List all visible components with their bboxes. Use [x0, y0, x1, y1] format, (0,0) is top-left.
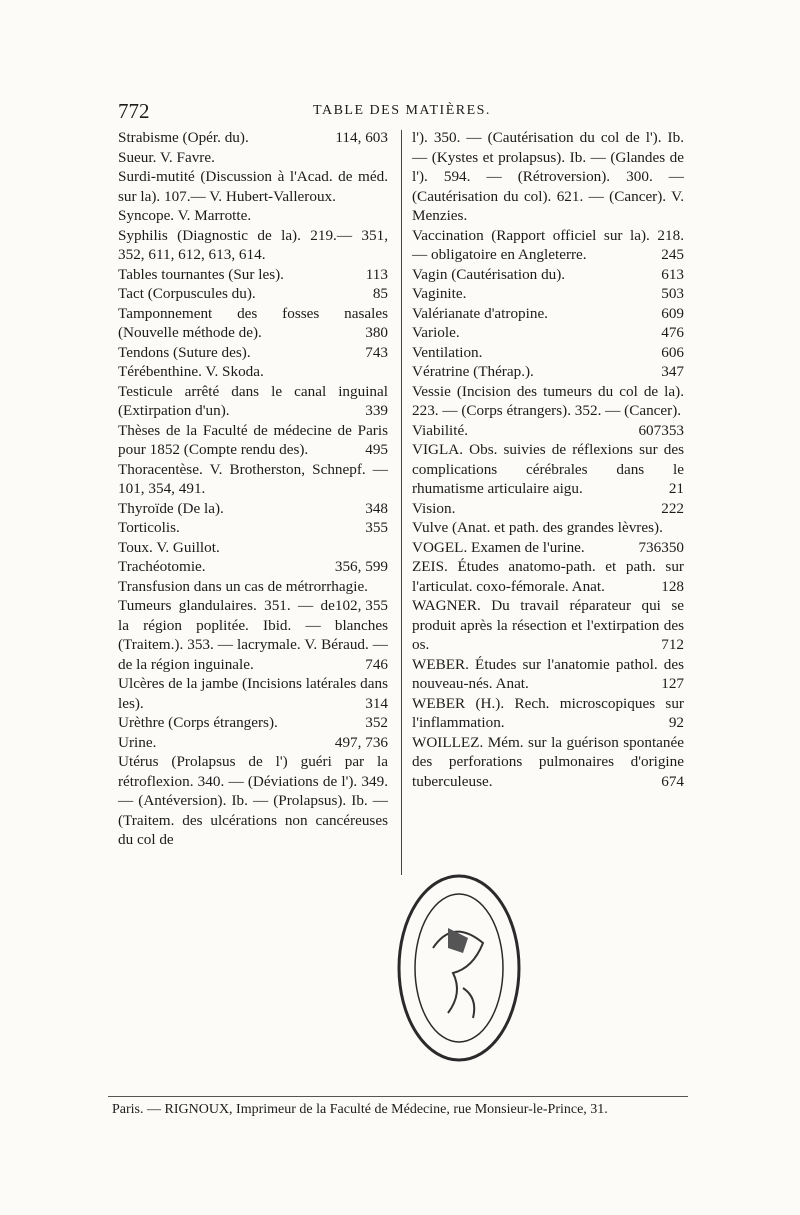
entry-page-ref: 350	[661, 538, 684, 556]
index-entry	[412, 655, 684, 694]
index-entry	[412, 694, 684, 733]
entry-page-ref: 380	[365, 324, 388, 341]
entry-page-ref: 355	[365, 519, 388, 536]
entry-page-ref: 746	[365, 655, 388, 673]
footer-rule	[108, 1096, 688, 1097]
index-entry	[118, 284, 388, 304]
entry-text: Tumeurs glandulaires. 351. — de la région poplitée. Ibid. — blanches (Traitem.). 353. — lacrymale. V. Béraud. — de la région inguinale.	[118, 597, 388, 673]
index-entry	[412, 284, 684, 304]
index-entry	[118, 421, 388, 460]
entry-text: Vulve (Anat. et path. des grandes lèvres).	[412, 519, 663, 536]
index-entry	[118, 382, 388, 421]
entry-text: Vaginite.	[412, 285, 467, 302]
entry-text: Surdi-mutité (Discussion à l'Acad. de méd. sur la). 107.— V. Hubert-Valleroux.	[118, 168, 388, 205]
library-stamp	[393, 868, 525, 1068]
index-entry	[412, 226, 684, 265]
entry-text: Ulcères de la jambe (Incisions latérales dans les).	[118, 675, 388, 712]
entry-page-ref: 352	[365, 714, 388, 731]
index-entry	[412, 265, 684, 285]
entry-page-ref: 613	[661, 265, 684, 283]
entry-text: Variole.	[412, 324, 460, 341]
entry-text: Ventilation.	[412, 343, 483, 361]
index-entry	[412, 128, 684, 226]
index-entry	[412, 304, 684, 324]
index-entry	[118, 362, 388, 382]
entry-text: Vaccination (Rapport officiel sur la). 218. — obligatoire en Angleterre.	[412, 226, 684, 263]
entry-text: VIGLA. Obs. suivies de réflexions sur des complications cérébrales dans le rhumatisme articulaire aigu.	[412, 441, 684, 497]
entry-text: Thoracentèse. V. Brotherston, Schnepf. — 101, 354, 491.	[118, 460, 388, 497]
entry-page-ref: 348	[365, 499, 388, 517]
entry-page-ref: 476	[661, 324, 684, 341]
index-entry	[118, 206, 388, 226]
entry-page-ref: 114, 603	[335, 129, 388, 146]
index-entry	[118, 538, 388, 558]
index-entry	[412, 323, 684, 343]
entry-page-ref: 102, 355	[334, 597, 388, 614]
index-entry	[118, 518, 388, 538]
entry-text: Syphilis (Diagnostic de la). 219.— 351, 352, 611, 612, 613, 614.	[118, 226, 388, 263]
entry-text: Viabilité.	[412, 421, 469, 439]
entry-text: Strabisme (Opér. du).	[118, 129, 249, 146]
index-entry	[118, 167, 388, 206]
index-entry	[412, 343, 684, 363]
index-entry	[412, 733, 684, 792]
entry-page-ref: 674	[661, 772, 684, 790]
entry-text: Testicule arrêté dans le canal inguinal (Extirpation d'un).	[118, 382, 388, 419]
entry-text: ZEIS. Études anatomo-path. et path. sur l'articulat. coxo-fémorale. Anat.	[412, 558, 684, 595]
page-header	[112, 95, 692, 125]
entry-text: Vision.	[412, 499, 456, 517]
entry-text: Valérianate d'atropine.	[412, 304, 548, 322]
page-number: 772	[118, 99, 150, 123]
entry-page-ref: 606	[661, 343, 684, 361]
index-entry	[118, 128, 388, 148]
index-entry	[118, 226, 388, 265]
entry-text: Trachéotomie.	[118, 558, 206, 575]
index-entry	[118, 713, 388, 733]
index-column-left	[118, 128, 388, 850]
entry-page-ref: 736	[638, 538, 662, 556]
entry-text: Transfusion dans un cas de métrorrhagie.	[118, 577, 368, 595]
index-entry	[412, 421, 684, 441]
entry-page-ref: 497, 736	[334, 733, 388, 751]
entry-page-ref: 607	[638, 421, 662, 439]
entry-page-ref: 347	[661, 363, 684, 380]
index-entry	[118, 343, 388, 363]
index-entry	[118, 460, 388, 499]
entry-text: Tables tournantes (Sur les).	[118, 265, 284, 283]
entry-text: Urèthre (Corps étrangers).	[118, 714, 278, 731]
index-entry	[412, 440, 684, 499]
index-entry	[118, 148, 388, 168]
entry-text: Thyroïde (De la).	[118, 499, 224, 517]
entry-page-ref: 712	[661, 636, 684, 653]
entry-page-ref: 356, 599	[334, 558, 388, 575]
index-entry	[412, 596, 684, 655]
index-entry	[118, 304, 388, 343]
index-column-right	[412, 128, 684, 791]
index-entry	[412, 557, 684, 596]
entry-page-ref: 127	[661, 675, 684, 692]
entry-page-ref: 339	[365, 402, 388, 419]
index-entry	[412, 362, 684, 382]
entry-page-ref: 92	[668, 714, 684, 731]
entry-page-ref: 222	[661, 499, 684, 517]
entry-page-ref: 609	[661, 304, 684, 322]
running-title: TABLE DES MATIÈRES.	[313, 103, 491, 118]
index-entry	[118, 752, 388, 850]
index-entry	[118, 499, 388, 519]
index-entry	[412, 538, 684, 558]
entry-text: WAGNER. Du travail réparateur qui se produit après la résection et l'extirpation des os.	[412, 597, 684, 653]
entry-text: Vératrine (Thérap.).	[412, 363, 534, 380]
entry-text: VOGEL. Examen de l'urine.	[412, 538, 585, 556]
entry-text: WEBER (H.). Rech. microscopiques sur l'inflammation.	[412, 694, 684, 731]
entry-page-ref: 85	[372, 285, 388, 302]
entry-text: Tamponnement des fosses nasales (Nouvelle méthode de).	[118, 304, 388, 341]
entry-page-ref: 743	[365, 343, 388, 361]
entry-text: Térébenthine. V. Skoda.	[118, 363, 264, 380]
index-entry	[118, 733, 388, 753]
entry-text: Tendons (Suture des).	[118, 343, 251, 361]
entry-page-ref: 245	[661, 246, 684, 263]
index-entry	[118, 265, 388, 285]
index-entry	[118, 674, 388, 713]
entry-page-ref: 128	[661, 577, 684, 595]
entry-page-ref: 113	[365, 265, 388, 283]
entry-text: Syncope. V. Marrotte.	[118, 207, 252, 224]
entry-text: Urine.	[118, 733, 157, 751]
printer-imprint: Paris. — RIGNOUX, Imprimeur de la Faculté de Médecine, rue Monsieur-le-Prince, 31.	[112, 1102, 608, 1117]
entry-text: WOILLEZ. Mém. sur la guérison spontanée des perforations pulmonaires d'origine tuberculeuse.	[412, 733, 684, 790]
entry-text: l'). 350. — (Cautérisation du col de l'). Ib. — (Kystes et prolapsus). Ib. — (Glandes de l'). 594. — (Rétroversion). 300. — (Cautérisation du col). 621. — (Cancer). V. Menzies.	[412, 129, 684, 224]
entry-text: Utérus (Prolapsus de l') guéri par la rétroflexion. 340. — (Déviations de l'). 349. — (Antéversion). Ib. — (Prolapsus). Ib. — (Traitem. des ulcérations non cancéreuses du col de	[118, 753, 388, 848]
entry-text: WEBER. Études sur l'anatomie pathol. des nouveau-nés. Anat.	[412, 655, 684, 692]
index-entry	[118, 577, 388, 614]
entry-page-ref: 314	[365, 694, 388, 712]
entry-page-ref: 503	[661, 285, 684, 302]
index-entry	[412, 499, 684, 519]
entry-text: Tact (Corpuscules du).	[118, 285, 256, 302]
column-divider	[401, 130, 402, 875]
entry-text: Vagin (Cautérisation du).	[412, 265, 566, 283]
entry-text: Thèses de la Faculté de médecine de Paris pour 1852 (Compte rendu des).	[118, 421, 388, 458]
entry-page-ref: 495	[365, 441, 388, 458]
entry-text: Sueur. V. Favre.	[118, 148, 215, 166]
entry-page-ref: 21	[668, 480, 684, 497]
entry-text: Vessie (Incision des tumeurs du col de la). 223. — (Corps étrangers). 352. — (Cancer).	[412, 382, 684, 419]
entry-page-ref: 353	[661, 421, 684, 439]
entry-text: Torticolis.	[118, 519, 180, 536]
index-entry	[118, 557, 388, 577]
entry-text: Toux. V. Guillot.	[118, 538, 220, 556]
